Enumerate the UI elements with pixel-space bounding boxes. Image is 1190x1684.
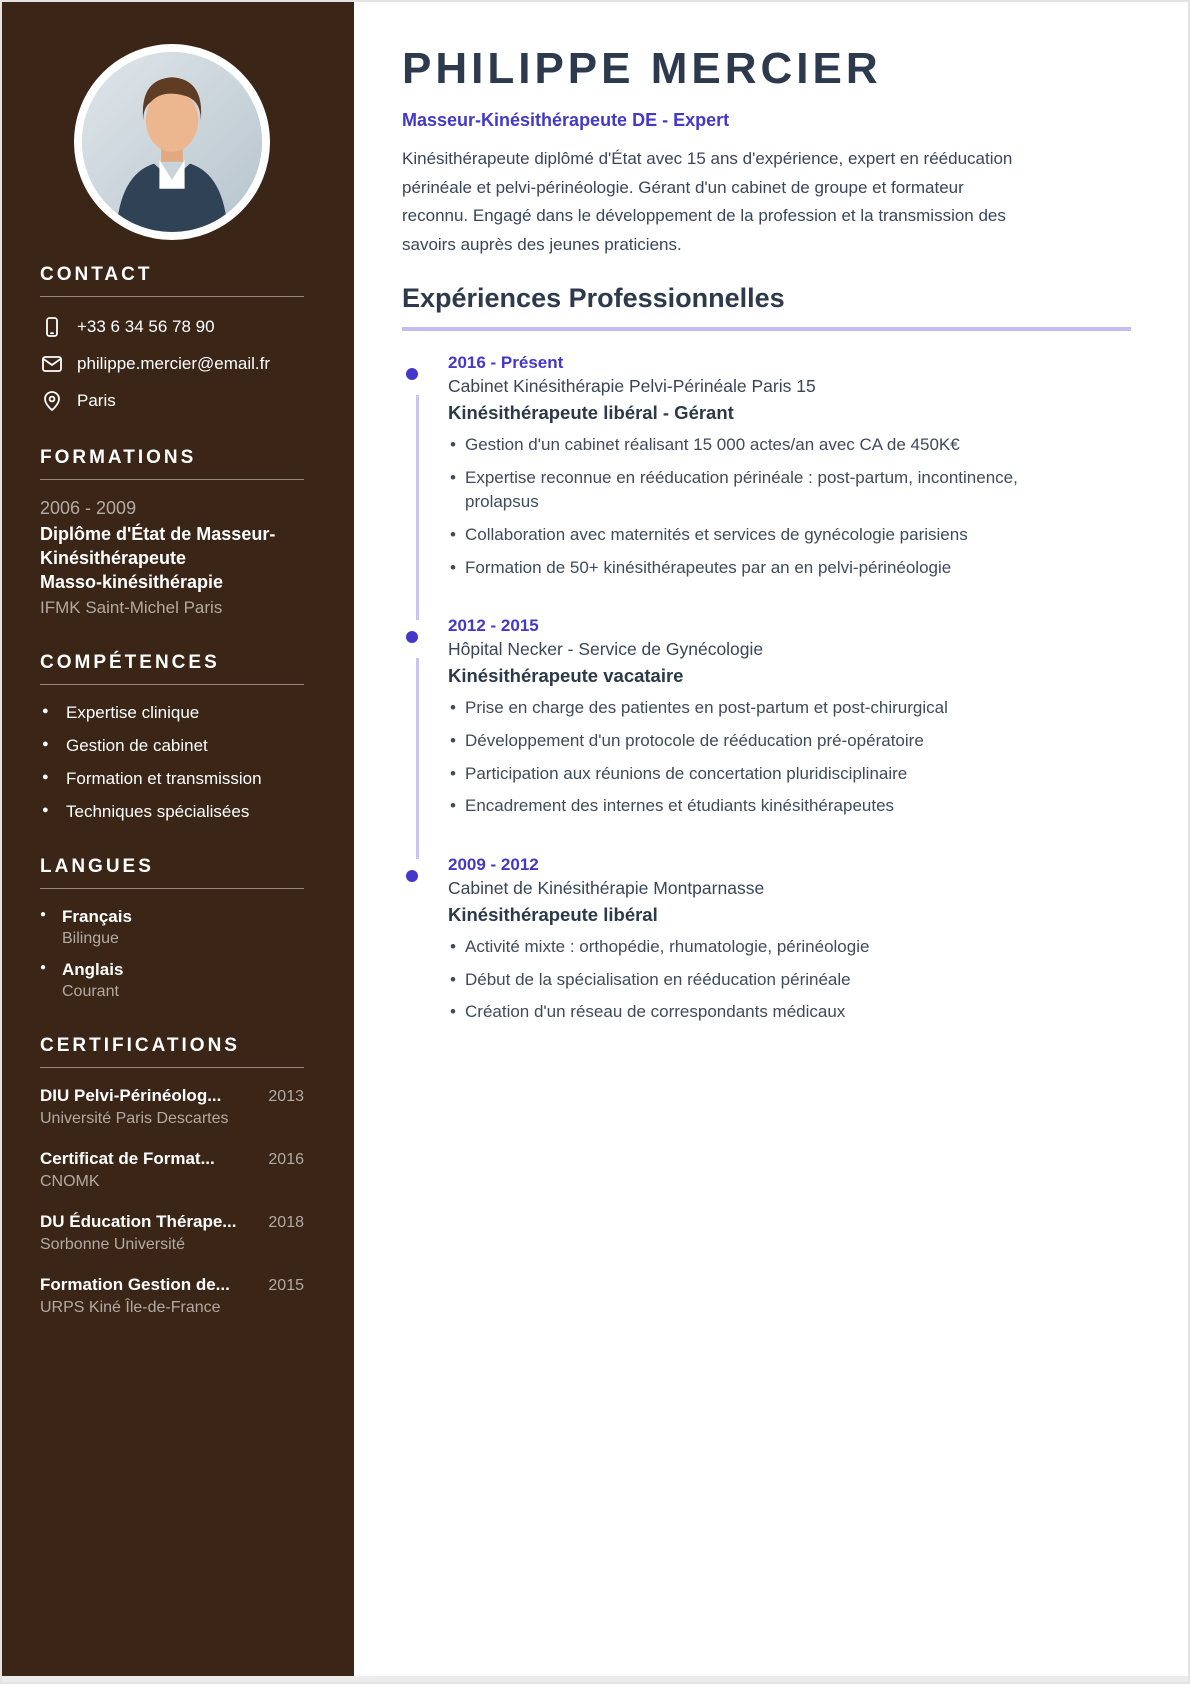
formation-specialty: Masso-kinésithérapie: [40, 572, 224, 593]
contact-phone-text: +33 6 34 56 78 90: [77, 317, 215, 336]
certification-item: [40, 1149, 304, 1191]
competences-section: [40, 652, 304, 822]
experience-entry: [406, 855, 1131, 1061]
certification-issuer: CNOMK: [40, 1173, 100, 1191]
main-content: [354, 2, 1188, 1676]
certification-issuer: Université Paris Descartes: [40, 1110, 229, 1128]
experience-timeline: [402, 353, 1131, 1061]
language-level: Courant: [62, 983, 119, 1001]
job-bullets: [448, 696, 1043, 819]
langues-section: [40, 856, 304, 1001]
certification-name: DU Éducation Thérape...: [40, 1212, 237, 1232]
certification-year: 2016: [268, 1151, 304, 1169]
contact-list: [40, 315, 304, 413]
formation-entry: [40, 498, 304, 618]
certification-issuer: URPS Kiné Île-de-France: [40, 1299, 221, 1317]
job-bullet: • Gestion d'un cabinet réalisant 15 000 actes/an avec CA de 450K€: [448, 433, 1043, 458]
job-bullet: • Activité mixte : orthopédie, rhumatologie, périnéologie: [448, 935, 1043, 960]
language-name: ● Anglais: [40, 960, 304, 980]
language-item: [40, 960, 304, 1001]
contact-email: [40, 352, 304, 376]
certification-item: [40, 1212, 304, 1254]
language-level: Bilingue: [62, 930, 119, 948]
job-bullet: • Formation de 50+ kinésithérapeutes par an en pelvi-périnéologie: [448, 556, 1043, 581]
portrait-illustration: [82, 52, 262, 232]
skill-item: ● Formation et transmission: [40, 769, 304, 789]
contact-email-text: philippe.mercier@email.fr: [77, 354, 270, 373]
timeline-marker-icon: [406, 870, 418, 882]
certification-name: DIU Pelvi-Périnéolog...: [40, 1086, 222, 1106]
email-icon: [40, 352, 64, 376]
job-role: Kinésithérapeute vacataire: [448, 665, 684, 687]
job-bullet: • Développement d'un protocole de rééducation pré-opératoire: [448, 729, 1043, 754]
experiences-heading: Expériences Professionnelles: [402, 283, 1131, 331]
sidebar: [2, 2, 354, 1676]
job-bullets: [448, 935, 1043, 1025]
job-bullet: • Création d'un réseau de correspondants médicaux: [448, 1000, 1043, 1025]
person-title: Masseur-Kinésithérapeute DE - Expert: [402, 110, 730, 130]
job-company: Cabinet Kinésithérapie Pelvi-Périnéale Paris 15: [448, 376, 816, 397]
job-bullet: • Prise en charge des patientes en post-partum et post-chirurgical: [448, 696, 1043, 721]
job-bullet: • Participation aux réunions de concertation pluridisciplinaire: [448, 762, 1043, 787]
certification-item: [40, 1086, 304, 1128]
formations-heading: FORMATIONS: [40, 447, 304, 480]
job-company: Hôpital Necker - Service de Gynécologie: [448, 639, 764, 660]
person-name: PHILIPPE MERCIER: [402, 44, 882, 93]
job-period: 2016 - Présent: [448, 353, 564, 373]
experience-entry: [406, 353, 1131, 616]
certification-year: 2018: [268, 1214, 304, 1232]
skill-item: ● Expertise clinique: [40, 703, 304, 723]
contact-section: [40, 264, 304, 413]
timeline-marker-icon: [406, 368, 418, 380]
skill-item: ● Gestion de cabinet: [40, 736, 304, 756]
certifications-section: [40, 1035, 304, 1317]
certification-name: Formation Gestion de...: [40, 1275, 230, 1295]
job-bullet: • Expertise reconnue en rééducation périnéale : post-partum, incontinence, prolapsus: [448, 466, 1043, 515]
summary-paragraph: Kinésithérapeute diplômé d'État avec 15 ans d'expérience, expert en rééducation périnéale et pelvi-périnéologie. Gérant d'un cabinet de groupe et formateur reconnu. Engagé dans le développement de la profession et la transmission des savoirs auprès des jeunes praticiens.: [402, 149, 1013, 254]
certification-year: 2013: [268, 1088, 304, 1106]
language-item: [40, 907, 304, 948]
certification-issuer: Sorbonne Université: [40, 1236, 185, 1254]
profile-photo: [74, 44, 270, 240]
job-role: Kinésithérapeute libéral - Gérant: [448, 402, 734, 424]
certification-name: Certificat de Format...: [40, 1149, 215, 1169]
certification-year: 2015: [268, 1277, 304, 1295]
langues-heading: LANGUES: [40, 856, 304, 889]
job-bullets: [448, 433, 1043, 580]
job-company: Cabinet de Kinésithérapie Montparnasse: [448, 877, 765, 898]
phone-icon: [40, 315, 64, 339]
contact-heading: CONTACT: [40, 264, 304, 297]
job-period: 2012 - 2015: [448, 616, 539, 636]
page-content: [2, 2, 1188, 1676]
formation-period: 2006 - 2009: [40, 498, 137, 518]
skill-item: ● Techniques spécialisées: [40, 802, 304, 822]
timeline-marker-icon: [406, 631, 418, 643]
certification-item: [40, 1275, 304, 1317]
skill-list: [40, 703, 304, 822]
language-name: ● Français: [40, 907, 304, 927]
job-period: 2009 - 2012: [448, 854, 539, 874]
page-bottom-strip: [2, 1676, 1188, 1682]
contact-location: [40, 389, 304, 413]
formation-school: IFMK Saint-Michel Paris: [40, 598, 223, 618]
location-pin-icon: [40, 389, 64, 413]
job-role: Kinésithérapeute libéral: [448, 903, 658, 925]
certifications-heading: CERTIFICATIONS: [40, 1035, 304, 1068]
job-bullet: • Début de la spécialisation en rééducation périnéale: [448, 968, 1043, 993]
formations-section: [40, 447, 304, 618]
contact-phone: [40, 315, 304, 339]
job-bullet: • Encadrement des internes et étudiants kinésithérapeutes: [448, 794, 1043, 819]
job-bullet: • Collaboration avec maternités et services de gynécologie parisiens: [448, 523, 1043, 548]
formation-degree: Diplôme d'État de Masseur-Kinésithérapeute: [40, 524, 276, 569]
competences-heading: COMPÉTENCES: [40, 652, 304, 685]
experience-entry: [406, 616, 1131, 855]
contact-location-text: Paris: [77, 391, 116, 410]
